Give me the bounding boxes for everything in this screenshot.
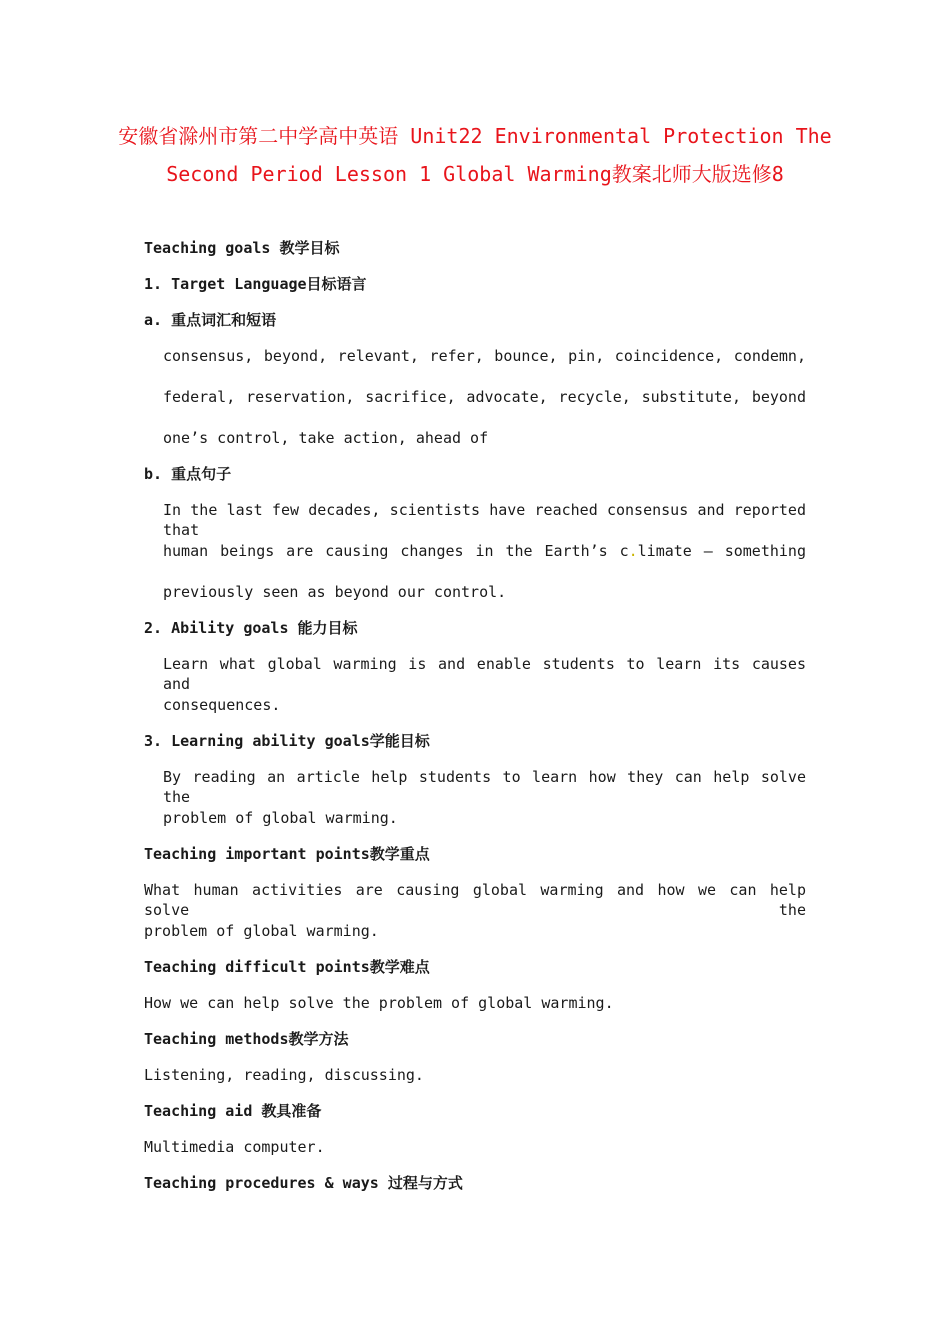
- heading-learning-goals: 3. Learning ability goals学能目标: [144, 732, 430, 750]
- vocab-line-1: consensus, beyond, relevant, refer, bounce, pin, coincidence, condemn,: [163, 347, 806, 365]
- aid-line-1: Multimedia computer.: [144, 1138, 325, 1156]
- important-line-2: problem of global warming.: [144, 922, 379, 940]
- sentence-line-2-part-a: human beings are causing changes in the Earth’s c: [163, 542, 629, 560]
- ability-line-1: Learn what global warming is and enable students to learn its causes and: [163, 655, 806, 693]
- sentence-line-3: previously seen as beyond our control.: [163, 583, 507, 601]
- vocab-line-3: one’s control, take action, ahead of: [163, 429, 489, 447]
- important-line-1: What human activities are causing global warming and how we can help solve the: [144, 881, 806, 919]
- heading-sentences: b. 重点句子: [144, 465, 232, 483]
- ability-line-2: consequences.: [163, 696, 281, 714]
- heading-teaching-goals: Teaching goals 教学目标: [144, 239, 340, 257]
- heading-teaching-methods: Teaching methods教学方法: [144, 1030, 349, 1048]
- heading-vocabulary: a. 重点词汇和短语: [144, 311, 277, 329]
- stray-mark: .: [628, 542, 638, 560]
- heading-difficult-points: Teaching difficult points教学难点: [144, 958, 430, 976]
- learning-line-2: problem of global warming.: [163, 809, 398, 827]
- methods-line-1: Listening, reading, discussing.: [144, 1066, 424, 1084]
- document-title: 安徽省滁州市第二中学高中英语 Unit22 Environmental Protection The Second Period Lesson 1 Global Warming教案北师大版选修8: [118, 124, 832, 186]
- heading-important-points: Teaching important points教学重点: [144, 845, 430, 863]
- vocab-line-2: federal, reservation, sacrifice, advocate, recycle, substitute, beyond: [163, 388, 806, 406]
- heading-teaching-aid: Teaching aid 教具准备: [144, 1102, 322, 1120]
- learning-line-1: By reading an article help students to learn how they can help solve the: [163, 768, 806, 806]
- sentence-line-1: In the last few decades, scientists have reached consensus and reported that: [163, 501, 806, 539]
- sentence-line-2: [163, 541, 806, 561]
- heading-teaching-procedures: Teaching procedures & ways 过程与方式: [144, 1174, 463, 1192]
- difficult-line-1: How we can help solve the problem of global warming.: [144, 994, 614, 1012]
- sentence-line-2-part-b: limate — something: [637, 542, 806, 560]
- heading-ability-goals: 2. Ability goals 能力目标: [144, 619, 358, 637]
- heading-target-language: 1. Target Language目标语言: [144, 275, 367, 293]
